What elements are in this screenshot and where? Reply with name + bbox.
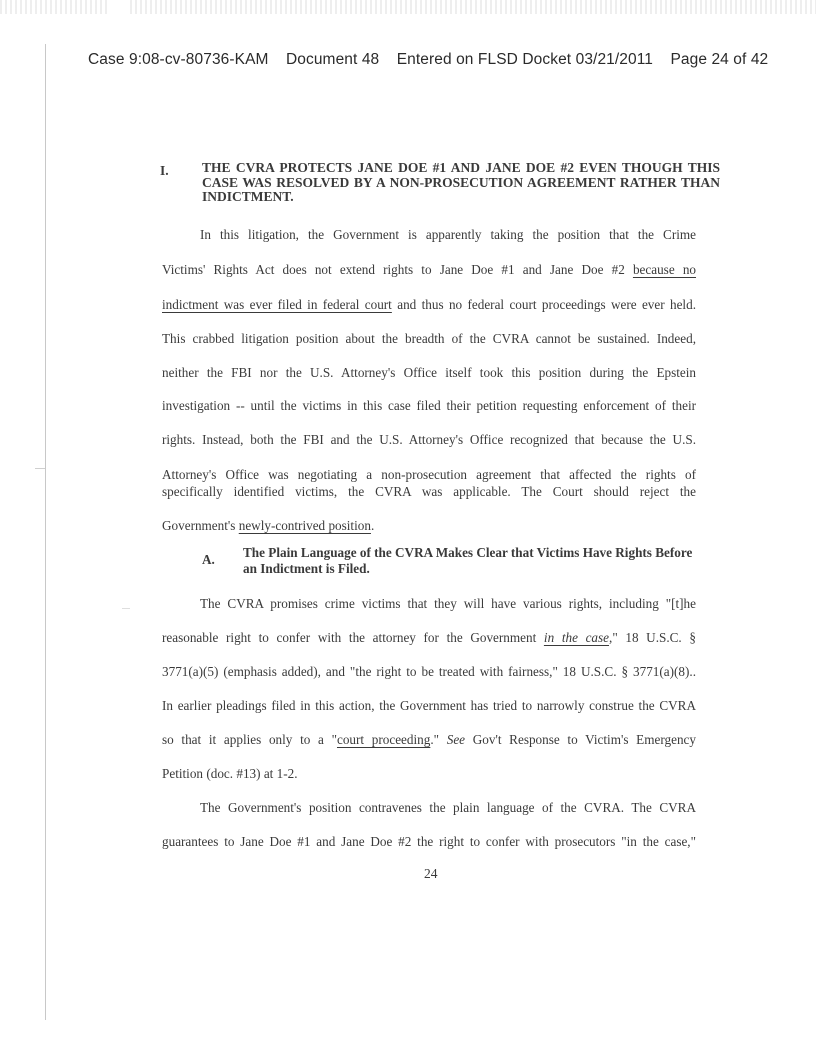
section-number: I.: [160, 163, 169, 178]
paragraph-line: Attorney's Office was negotiating a non-prosecution agreement that affected the rights of: [162, 467, 696, 482]
paragraph-line: guarantees to Jane Doe #1 and Jane Doe #2 the right to confer with prosecutors "in the case,": [162, 834, 696, 849]
text-run: Government's: [162, 518, 239, 533]
paragraph-line: Petition (doc. #13) at 1-2.: [162, 766, 298, 781]
page-count: Page 24 of 42: [670, 51, 769, 68]
subsection-heading: The Plain Language of the CVRA Makes Clear that Victims Have Rights Before an Indictment is Filed.: [243, 545, 693, 576]
paragraph-line: [162, 262, 696, 278]
citation-signal: See: [446, 732, 466, 747]
paragraph-line: [162, 732, 696, 748]
paragraph-line: The Government's position contravenes the plain language of the CVRA. The CVRA: [200, 800, 696, 815]
paragraph-line: rights. Instead, both the FBI and the U.S. Attorney's Office recognized that because the U.S.: [162, 432, 696, 447]
emphasized-text: in the case: [543, 630, 610, 645]
text-run: reasonable right to confer with the attorney for the Government: [162, 630, 544, 645]
paragraph-line: The CVRA promises crime victims that they will have various rights, including "[t]he: [200, 596, 696, 611]
underlined-text: indictment was ever filed in federal court: [162, 297, 392, 312]
text-run: .": [430, 732, 447, 747]
paragraph-line: In earlier pleadings filed in this action, the Government has tried to narrowly construe the CVRA: [162, 698, 696, 713]
text-run: .: [370, 518, 375, 533]
underlined-text: because no: [632, 262, 697, 277]
scan-artifact-gap: [110, 0, 130, 14]
text-run: so that it applies only to a ": [162, 732, 337, 747]
case-number: Case 9:08-cv-80736-KAM: [88, 51, 269, 68]
paragraph-line: [162, 518, 696, 534]
margin-mark: [35, 468, 45, 469]
underlined-text: court proceeding: [336, 732, 431, 747]
paragraph-line: investigation -- until the victims in this case filed their petition requesting enforcement of their: [162, 398, 696, 413]
docket-entry: Entered on FLSD Docket 03/21/2011: [396, 51, 654, 68]
paragraph-line: 3771(a)(5) (emphasis added), and "the right to be treated with fairness," 18 U.S.C. § 3771(a)(8)..: [162, 664, 696, 679]
text-run: Gov't Response to Victim's Emergency: [465, 732, 696, 747]
page-number: 24: [424, 866, 438, 881]
text-run: ," 18 U.S.C. §: [609, 630, 696, 645]
section-heading: THE CVRA PROTECTS JANE DOE #1 AND JANE DOE #2 EVEN THOUGH THIS CASE WAS RESOLVED BY A NON-PROSECUTION AGREEMENT RATHER THAN INDICTMENT.: [202, 160, 720, 204]
text-run: Victims' Rights Act does not extend rights to Jane Doe #1 and Jane Doe #2: [162, 262, 633, 277]
margin-mark: [122, 608, 130, 609]
left-margin-rule: [45, 44, 46, 1020]
paragraph-line: In this litigation, the Government is apparently taking the position that the Crime: [200, 227, 696, 242]
paragraph-line: specifically identified victims, the CVRA was applicable. The Court should reject the: [162, 484, 696, 499]
text-run: and thus no federal court proceedings were ever held.: [391, 297, 696, 312]
paragraph-line: neither the FBI nor the U.S. Attorney's Office itself took this position during the Epstein: [162, 365, 696, 380]
paragraph-line: This crabbed litigation position about the breadth of the CVRA cannot be sustained. Indeed,: [162, 331, 696, 346]
paragraph-line: [162, 630, 696, 646]
paragraph-line: [162, 297, 696, 313]
document-number: Document 48: [285, 51, 380, 68]
subsection-number: A.: [202, 552, 215, 567]
docket-header: [88, 51, 768, 69]
underlined-text: newly-contrived position: [238, 518, 371, 533]
